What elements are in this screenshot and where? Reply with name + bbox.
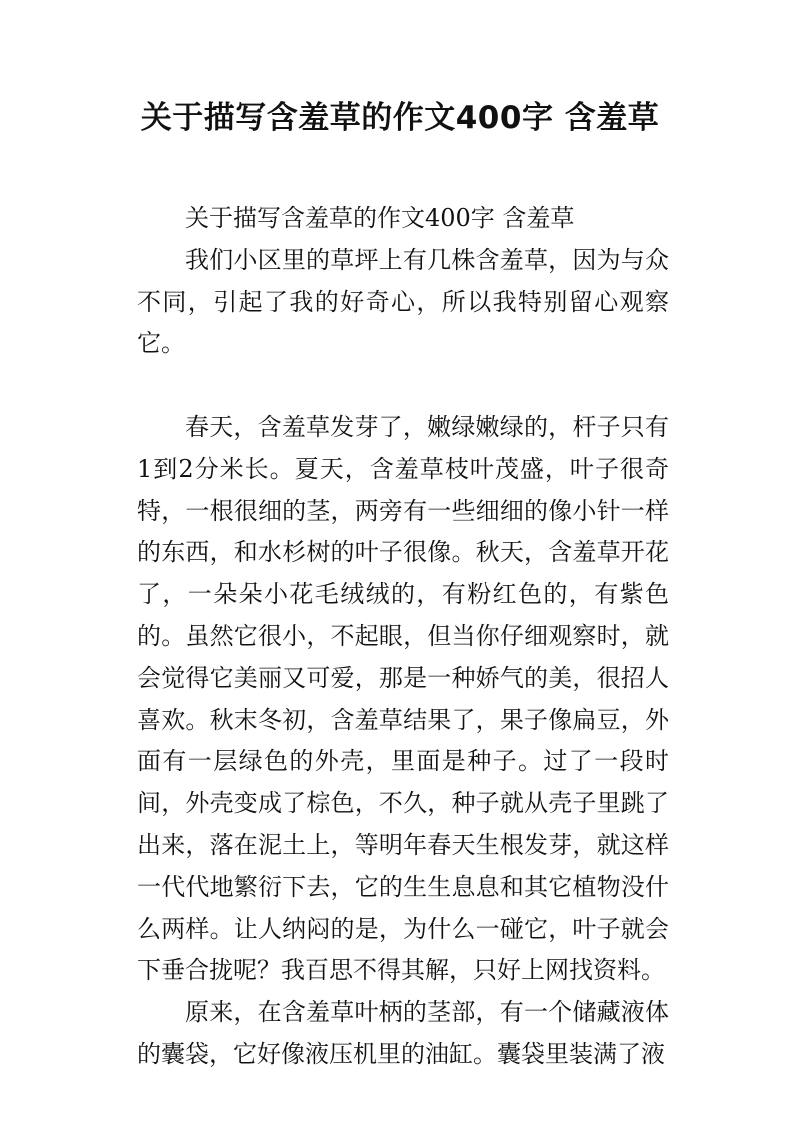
- body-paragraph-explanation: 原来，在含羞草叶柄的茎部，有一个储藏液体的囊袋，它好像液压机里的油缸。囊袋里装满了液: [137, 998, 669, 1068]
- document-title: 关于描写含羞草的作文400字 含羞草: [140, 100, 660, 136]
- body-paragraph-subtitle: 关于描写含羞草的作文400字 含羞草: [185, 204, 575, 232]
- document-body: [137, 198, 669, 1076]
- body-paragraph-intro: 我们小区里的草坪上有几株含羞草，因为与众不同，引起了我的好奇心，所以我特别留心观察它。: [137, 245, 669, 358]
- body-paragraph-seasons: 春天，含羞草发芽了，嫩绿嫩绿的，杆子只有1到2分米长。夏天，含羞草枝叶茂盛，叶子很奇特，一根很细的茎，两旁有一些细细的像小针一样的东西，和水杉树的叶子很像。秋天，含羞草开花了，一朵朵小花毛绒绒的，有粉红色的，有紫色的。虽然它很小，不起眼，但当你仔细观察时，就会觉得它美丽又可爱，那是一种娇气的美，很招人喜欢。秋末冬初，含羞草结果了，果子像扁豆，外面有一层绿色的外壳，里面是种子。过了一段时间，外壳变成了棕色，不久，种子就从壳子里跳了出来，落在泥土上，等明年春天生根发芽，就这样一代代地繁衍下去，它的生生息息和其它植物没什么两样。让人纳闷的是，为什么一碰它，叶子就会下垂合拢呢？我百思不得其解，只好上网找资料。: [137, 412, 669, 985]
